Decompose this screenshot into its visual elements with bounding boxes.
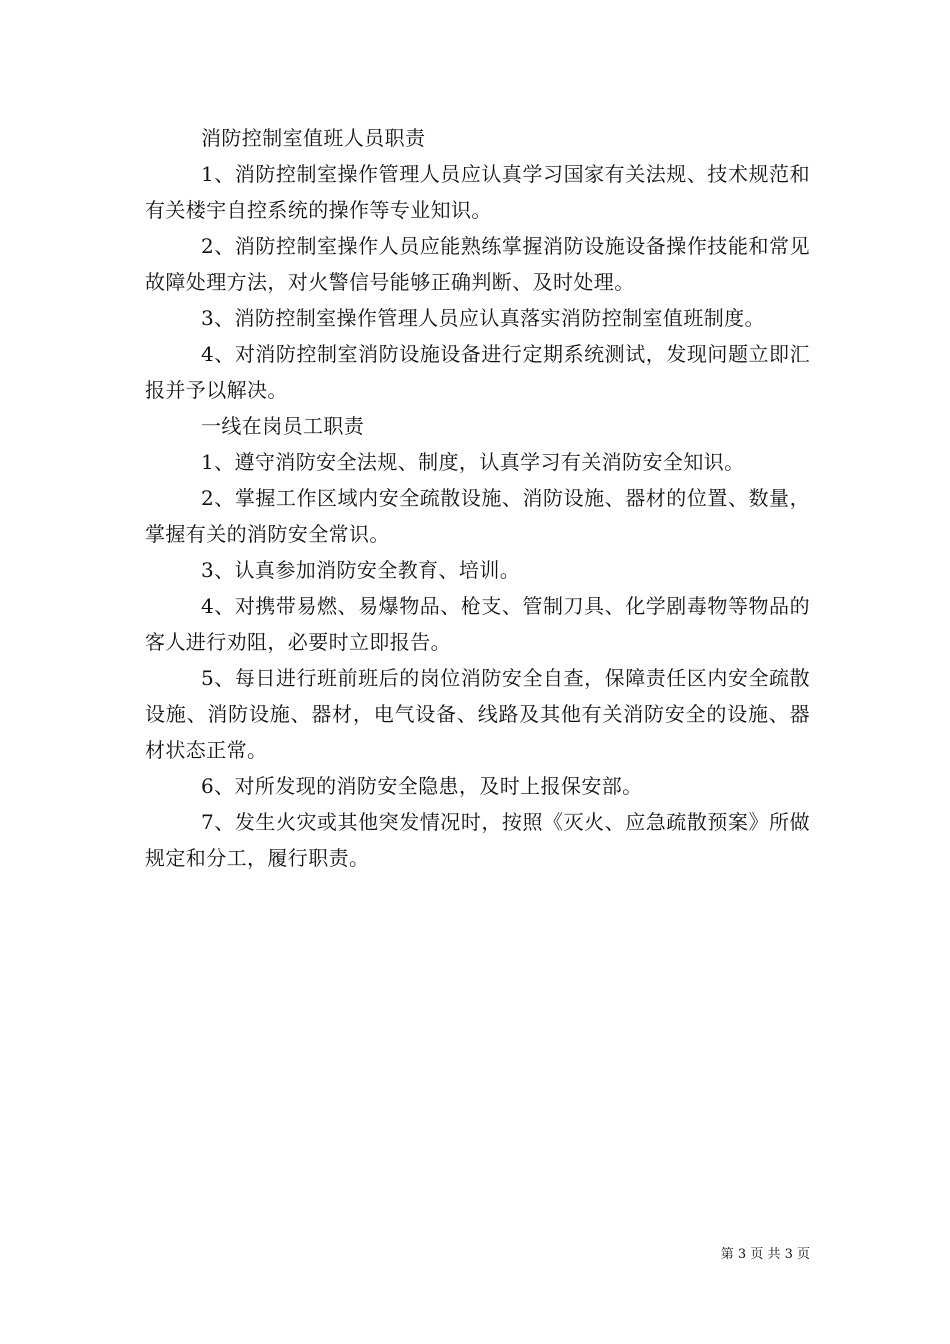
paragraph-frontline-6: 6、对所发现的消防安全隐患，及时上报保安部。 — [201, 774, 643, 798]
paragraph-frontline-3: 3、认真参加消防安全教育、培训。 — [201, 558, 521, 582]
paragraph-control-room-3: 3、消防控制室操作管理人员应认真落实消防控制室值班制度。 — [201, 306, 765, 330]
paragraph-frontline-7: 7、发生火灾或其他突发情况时，按照《灭火、应急疏散预案》所做规定和分工，履行职责。 — [145, 810, 810, 870]
page-number: 第 3 页 共 3 页 — [720, 1247, 810, 1262]
paragraph-frontline-5: 5、每日进行班前班后的岗位消防安全自查，保障责任区内安全疏散设施、消防设施、器材，电气设备、线路及其他有关消防安全的设施、器材状态正常。 — [145, 666, 810, 762]
paragraph-control-room-1: 1、消防控制室操作管理人员应认真学习国家有关法规、技术规范和有关楼宇自控系统的操作等专业知识。 — [145, 162, 810, 222]
paragraph-frontline-2: 2、掌握工作区域内安全疏散设施、消防设施、器材的位置、数量，掌握有关的消防安全常识。 — [145, 486, 810, 546]
paragraph-control-room-2: 2、消防控制室操作人员应能熟练掌握消防设施设备操作技能和常见故障处理方法，对火警信号能够正确判断、及时处理。 — [145, 234, 810, 294]
section-title-frontline-staff: 一线在岗员工职责 — [201, 414, 365, 438]
paragraph-frontline-1: 1、遵守消防安全法规、制度，认真学习有关消防安全知识。 — [201, 450, 745, 474]
paragraph-control-room-4: 4、对消防控制室消防设施设备进行定期系统测试，发现问题立即汇报并予以解决。 — [145, 342, 810, 402]
paragraph-frontline-4: 4、对携带易燃、易爆物品、枪支、管制刀具、化学剧毒物等物品的客人进行劝阻，必要时立即报告。 — [145, 594, 810, 654]
section-title-control-room: 消防控制室值班人员职责 — [201, 126, 426, 150]
document-body — [145, 120, 810, 876]
